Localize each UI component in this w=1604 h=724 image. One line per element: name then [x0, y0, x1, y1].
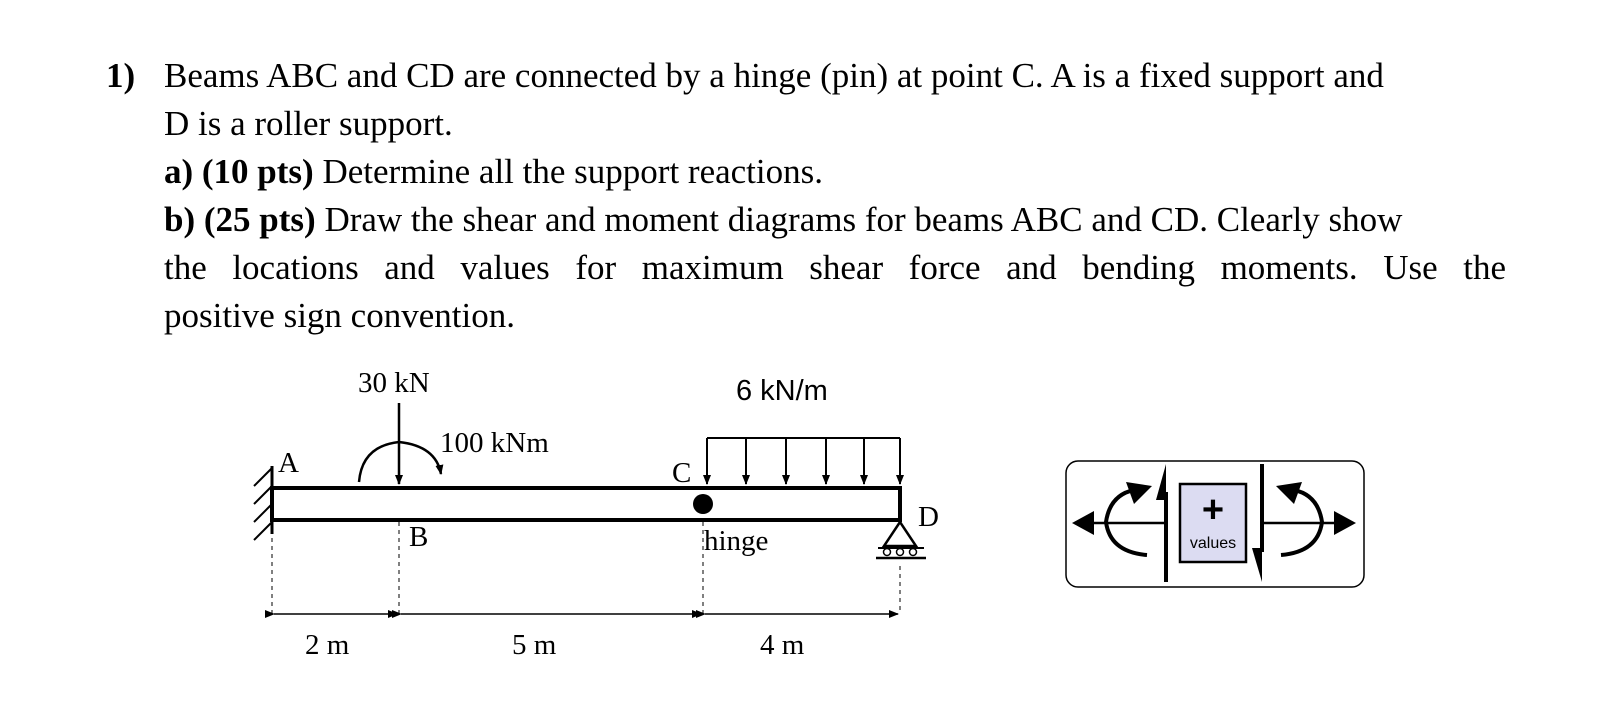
sign-convention-box	[1066, 461, 1364, 587]
hinge-label: hinge	[704, 525, 769, 557]
part-b-text-1: Draw the shear and moment diagrams for beams ABC and CD. Clearly show	[315, 200, 1403, 239]
dimension-bc-label: 5 m	[512, 629, 557, 661]
label-a: A	[278, 447, 299, 479]
values-label: values	[1189, 535, 1237, 552]
distributed-load-arrows	[707, 438, 900, 484]
question-number: 1)	[106, 56, 136, 95]
dimension-ab-label: 2 m	[305, 629, 350, 661]
part-a-text: Determine all the support reactions.	[313, 152, 823, 191]
projection-lines	[272, 522, 900, 614]
part-b-line-2: the locations and values for maximum shear force and bending moments. Use the	[164, 248, 1506, 287]
label-c: C	[672, 457, 692, 489]
label-d: D	[918, 501, 939, 533]
part-b-label: b) (25 pts)	[164, 200, 316, 239]
statement-line-1: Beams ABC and CD are connected by a hinge (pin) at point C. A is a fixed support and	[164, 56, 1384, 95]
beam	[272, 488, 900, 520]
point-load-label: 30 kN	[358, 367, 430, 399]
dimension-cd-label: 4 m	[760, 629, 805, 661]
distributed-load-label: 6 kN/m	[736, 375, 828, 407]
statement-line-2: D is a roller support.	[164, 104, 453, 143]
plus-icon: +	[1201, 489, 1225, 531]
hinge-c	[693, 494, 713, 514]
part-a-label: a) (10 pts)	[164, 152, 314, 191]
moment-label: 100 kNm	[440, 427, 549, 459]
part-b-line-3: positive sign convention.	[164, 296, 515, 335]
label-b: B	[409, 521, 429, 553]
fixed-support-a	[254, 466, 272, 540]
